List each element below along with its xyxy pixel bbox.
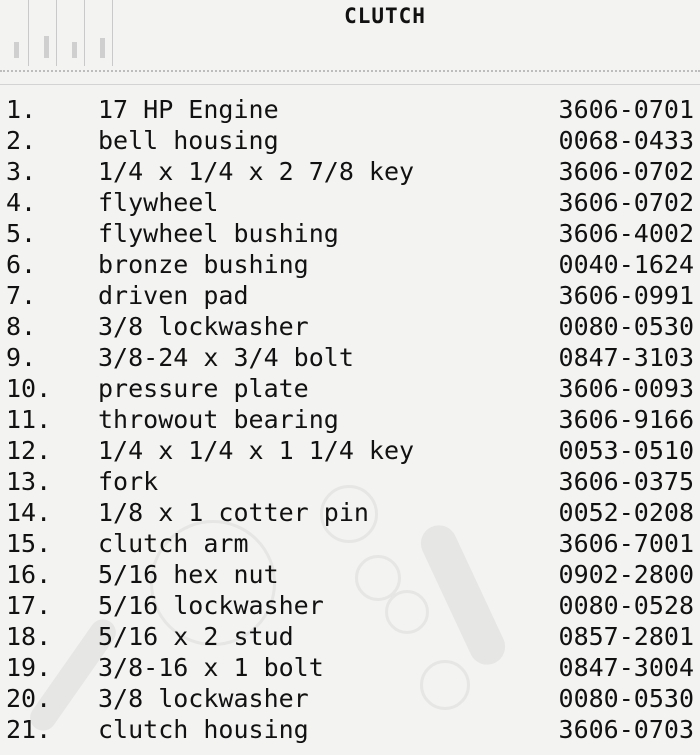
- item-description: flywheel: [98, 188, 219, 217]
- item-number: 12.: [6, 436, 52, 465]
- part-number: 3606-4002: [558, 219, 694, 248]
- item-number: 2.: [6, 126, 37, 155]
- part-number: 3606-0702: [558, 157, 694, 186]
- part-number: 0068-0433: [558, 126, 694, 155]
- part-number: 3606-0991: [558, 281, 694, 310]
- item-description: bell housing: [98, 126, 279, 155]
- parts-list-row: [0, 404, 700, 435]
- item-number: 11.: [6, 405, 52, 434]
- item-number: 14.: [6, 498, 52, 527]
- parts-list-row: [0, 311, 700, 342]
- part-number: 3606-0375: [558, 467, 694, 496]
- item-description: flywheel bushing: [98, 219, 339, 248]
- item-number: 20.: [6, 684, 52, 713]
- item-description: 5/16 x 2 stud: [98, 622, 294, 651]
- item-description: 5/16 hex nut: [98, 560, 279, 589]
- part-number: 3606-9166: [558, 405, 694, 434]
- part-number: 0080-0528: [558, 591, 694, 620]
- part-number: 0052-0208: [558, 498, 694, 527]
- parts-list-row: [0, 125, 700, 156]
- item-description: 3/8-24 x 3/4 bolt: [98, 343, 354, 372]
- part-number: 3606-0703: [558, 715, 694, 744]
- item-number: 16.: [6, 560, 52, 589]
- item-description: 3/8-16 x 1 bolt: [98, 653, 324, 682]
- parts-list-row: [0, 466, 700, 497]
- item-number: 19.: [6, 653, 52, 682]
- parts-list-row: [0, 435, 700, 466]
- item-number: 5.: [6, 219, 37, 248]
- item-description: 17 HP Engine: [98, 95, 279, 124]
- item-number: 1.: [6, 95, 37, 124]
- item-number: 8.: [6, 312, 37, 341]
- parts-list-row: [0, 590, 700, 621]
- part-number: 0847-3103: [558, 343, 694, 372]
- item-description: 5/16 lockwasher: [98, 591, 324, 620]
- item-number: 4.: [6, 188, 37, 217]
- parts-list-row: [0, 218, 700, 249]
- part-number: 3606-0702: [558, 188, 694, 217]
- part-number: 0847-3004: [558, 653, 694, 682]
- item-description: pressure plate: [98, 374, 309, 403]
- parts-list-row: [0, 714, 700, 745]
- item-description: clutch housing: [98, 715, 309, 744]
- parts-list-row: [0, 683, 700, 714]
- parts-list-row: [0, 187, 700, 218]
- item-description: throwout bearing: [98, 405, 339, 434]
- item-description: 1/4 x 1/4 x 2 7/8 key: [98, 157, 415, 186]
- item-number: 6.: [6, 250, 37, 279]
- part-number: 0080-0530: [558, 312, 694, 341]
- page-title: CLUTCH: [344, 4, 426, 28]
- parts-list-row: [0, 249, 700, 280]
- item-number: 18.: [6, 622, 52, 651]
- parts-list-row: [0, 559, 700, 590]
- item-description: 3/8 lockwasher: [98, 684, 309, 713]
- parts-list-row: [0, 497, 700, 528]
- parts-list-row: [0, 94, 700, 125]
- parts-list-row: [0, 373, 700, 404]
- item-description: bronze bushing: [98, 250, 309, 279]
- item-number: 7.: [6, 281, 37, 310]
- part-number: 0053-0510: [558, 436, 694, 465]
- parts-list-row: [0, 342, 700, 373]
- header-divider: [0, 70, 700, 85]
- item-description: driven pad: [98, 281, 249, 310]
- parts-list: [0, 94, 700, 745]
- parts-list-row: [0, 280, 700, 311]
- part-number: 0902-2800: [558, 560, 694, 589]
- item-description: clutch arm: [98, 529, 249, 558]
- part-number: 0080-0530: [558, 684, 694, 713]
- part-number: 3606-0093: [558, 374, 694, 403]
- parts-list-row: [0, 528, 700, 559]
- item-description: 1/4 x 1/4 x 1 1/4 key: [98, 436, 415, 465]
- item-number: 9.: [6, 343, 37, 372]
- item-number: 10.: [6, 374, 52, 403]
- part-number: 0040-1624: [558, 250, 694, 279]
- parts-list-row: [0, 652, 700, 683]
- item-description: 1/8 x 1 cotter pin: [98, 498, 369, 527]
- item-number: 13.: [6, 467, 52, 496]
- part-number: 3606-0701: [558, 95, 694, 124]
- item-description: 3/8 lockwasher: [98, 312, 309, 341]
- item-number: 3.: [6, 157, 37, 186]
- item-number: 21.: [6, 715, 52, 744]
- item-number: 15.: [6, 529, 52, 558]
- item-description: fork: [98, 467, 159, 496]
- parts-list-row: [0, 621, 700, 652]
- part-number: 0857-2801: [558, 622, 694, 651]
- item-number: 17.: [6, 591, 52, 620]
- parts-list-row: [0, 156, 700, 187]
- part-number: 3606-7001: [558, 529, 694, 558]
